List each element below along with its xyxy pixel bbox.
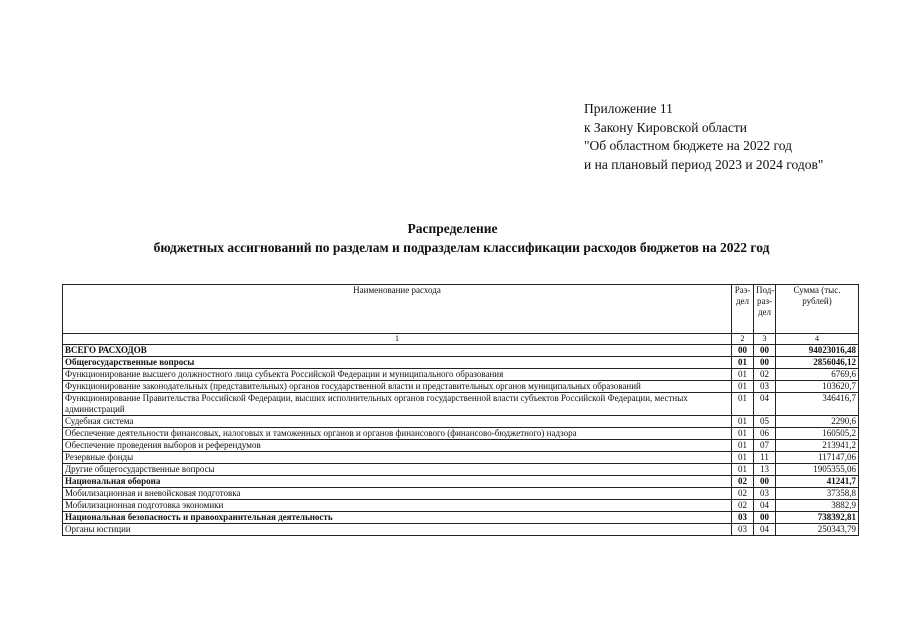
table-row [63, 393, 859, 416]
header-section: Раз-дел [732, 285, 754, 334]
row-name: ВСЕГО РАСХОДОВ [63, 345, 732, 357]
appendix-line: и на плановый период 2023 и 2024 годов" [584, 156, 824, 172]
row-amount: 250343,79 [776, 524, 859, 536]
row-subsection: 07 [754, 440, 776, 452]
row-section: 01 [732, 369, 754, 381]
table-row [63, 500, 859, 512]
header-subsection: Под-раз-дел [754, 285, 776, 334]
row-section: 03 [732, 524, 754, 536]
column-number: 4 [776, 334, 859, 345]
row-name: Функционирование Правительства Российской Федерации, высших исполнительных органов государственной власти субъектов Российской Федерации, местных администраций [63, 393, 732, 416]
row-subsection: 04 [754, 393, 776, 416]
table-row [63, 416, 859, 428]
budget-table [62, 284, 859, 536]
row-section: 00 [732, 345, 754, 357]
appendix-line: к Закону Кировской области [584, 119, 748, 135]
table-row [63, 428, 859, 440]
row-name: Обеспечение проведения выборов и референдумов [63, 440, 732, 452]
row-subsection: 06 [754, 428, 776, 440]
row-section: 01 [732, 452, 754, 464]
row-section: 01 [732, 416, 754, 428]
appendix-header [584, 100, 884, 174]
row-amount: 2856046,12 [776, 357, 859, 369]
row-section: 01 [732, 440, 754, 452]
row-amount: 3882,9 [776, 500, 859, 512]
row-name: Общегосударственные вопросы [63, 357, 732, 369]
column-number-row [63, 334, 859, 345]
row-name: Функционирование законодательных (представительных) органов государственной власти и представительных органов муниципальных образований [63, 381, 732, 393]
table-row [63, 488, 859, 500]
row-subsection: 05 [754, 416, 776, 428]
row-subsection: 00 [754, 357, 776, 369]
row-section: 01 [732, 428, 754, 440]
row-amount: 37358,8 [776, 488, 859, 500]
table-row [63, 357, 859, 369]
row-name: Мобилизационная и вневойсковая подготовка [63, 488, 732, 500]
row-subsection: 00 [754, 476, 776, 488]
title-line-1: Распределение [407, 221, 498, 236]
row-subsection: 02 [754, 369, 776, 381]
table-row [63, 512, 859, 524]
document-title [0, 219, 905, 257]
table-row [63, 345, 859, 357]
row-subsection: 04 [754, 524, 776, 536]
column-number: 3 [754, 334, 776, 345]
row-amount: 41241,7 [776, 476, 859, 488]
appendix-line: Приложение 11 [584, 101, 673, 116]
column-number: 1 [63, 334, 732, 345]
row-name: Судебная система [63, 416, 732, 428]
table-row [63, 381, 859, 393]
row-subsection: 00 [754, 345, 776, 357]
table-row [63, 369, 859, 381]
row-section: 01 [732, 393, 754, 416]
row-section: 01 [732, 381, 754, 393]
table-row [63, 440, 859, 452]
row-section: 02 [732, 476, 754, 488]
row-amount: 213941,2 [776, 440, 859, 452]
table-body [63, 345, 859, 536]
header-row [63, 285, 859, 334]
table-row [63, 524, 859, 536]
row-amount: 2290,6 [776, 416, 859, 428]
row-amount: 160505,2 [776, 428, 859, 440]
row-name: Национальная безопасность и правоохранительная деятельность [63, 512, 732, 524]
row-amount: 117147,06 [776, 452, 859, 464]
row-subsection: 04 [754, 500, 776, 512]
header-amount: Сумма (тыс. рублей) [776, 285, 859, 334]
row-name: Мобилизационная подготовка экономики [63, 500, 732, 512]
row-section: 02 [732, 488, 754, 500]
row-amount: 346416,7 [776, 393, 859, 416]
row-subsection: 13 [754, 464, 776, 476]
column-number: 2 [732, 334, 754, 345]
row-amount: 94023016,48 [776, 345, 859, 357]
title-line-2: бюджетных ассигнований по разделам и подразделам классификации расходов бюджетов на 2022 год [153, 240, 770, 255]
row-subsection: 03 [754, 488, 776, 500]
table-row [63, 464, 859, 476]
row-name: Обеспечение деятельности финансовых, налоговых и таможенных органов и органов финансового (финансово-бюджетного) надзора [63, 428, 732, 440]
row-subsection: 03 [754, 381, 776, 393]
row-section: 01 [732, 464, 754, 476]
row-name: Другие общегосударственные вопросы [63, 464, 732, 476]
row-amount: 1905355,06 [776, 464, 859, 476]
row-section: 01 [732, 357, 754, 369]
row-subsection: 11 [754, 452, 776, 464]
row-amount: 6769,6 [776, 369, 859, 381]
row-section: 02 [732, 500, 754, 512]
row-amount: 738392,81 [776, 512, 859, 524]
row-amount: 103620,7 [776, 381, 859, 393]
appendix-line: "Об областном бюджете на 2022 год [584, 138, 792, 153]
row-name: Резервные фонды [63, 452, 732, 464]
row-name: Органы юстиции [63, 524, 732, 536]
row-section: 03 [732, 512, 754, 524]
table-row [63, 452, 859, 464]
table-row [63, 476, 859, 488]
row-name: Функционирование высшего должностного лица субъекта Российской Федерации и муниципального образования [63, 369, 732, 381]
header-name: Наименование расхода [63, 285, 732, 334]
row-subsection: 00 [754, 512, 776, 524]
row-name: Национальная оборона [63, 476, 732, 488]
